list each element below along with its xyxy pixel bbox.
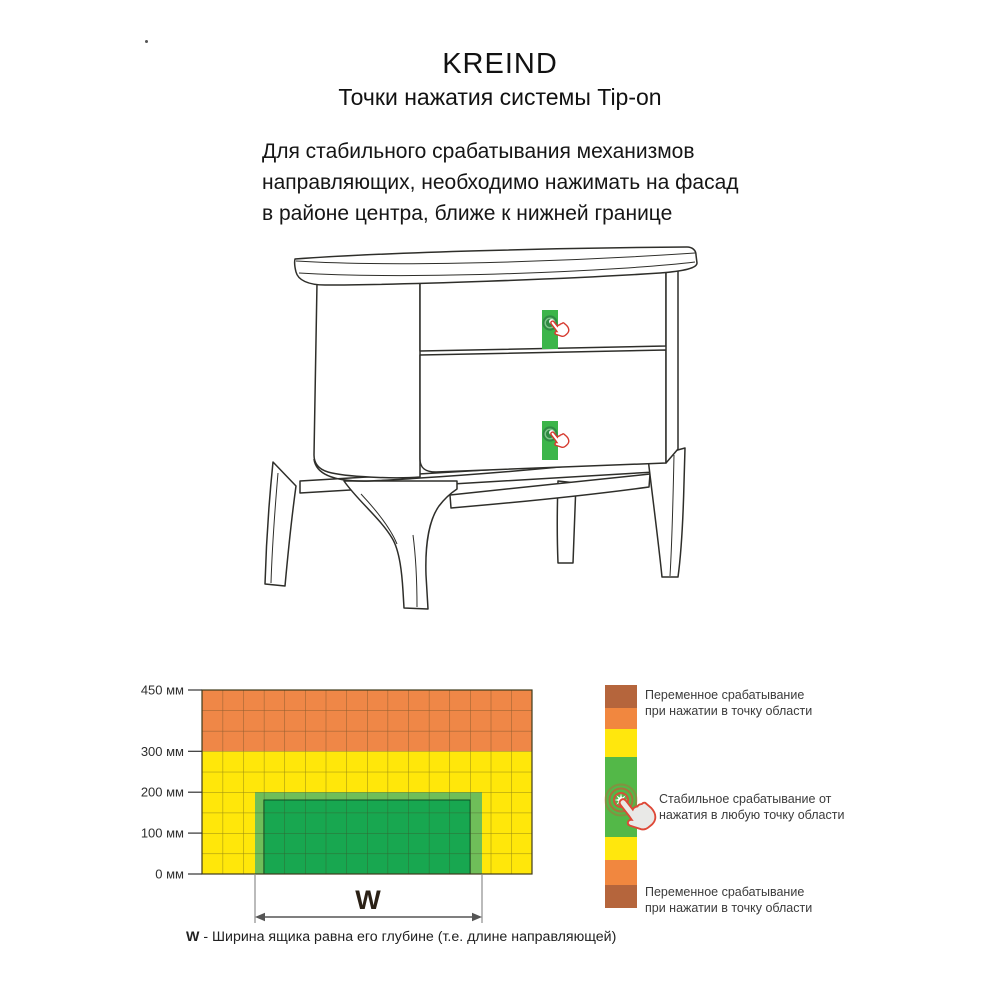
caption-text: - Ширина ящика равна его глубине (т.е. длине направляющей) [199,929,617,945]
intro-line: направляющих, необходимо нажимать на фасад [262,171,739,194]
legend-seg-orange-bottom [605,860,637,885]
stray-dot [145,40,148,43]
zone-grid [130,670,600,942]
legend-item-variable-top [645,687,812,719]
intro-line: в районе центра, ближе к нижней границе [262,202,673,225]
intro-paragraph [262,136,739,229]
legend-seg-brown-bottom [605,885,637,908]
legend-line: Переменное срабатывание [645,688,805,702]
legend-line: нажатия в любую точку области [659,808,845,822]
caption-w: W [186,929,200,945]
axis-label-450: 450 мм [140,682,184,698]
page-title: Точки нажатия системы Tip-on [338,84,662,110]
legend-line: Стабильное срабатывание от [659,792,832,806]
legend-line: при нажатии в точку области [645,704,813,718]
leg-back-left [265,462,296,586]
legend-line: Переменное срабатывание [645,885,805,899]
legend-line: при нажатии в точку области [645,901,813,915]
axis-label-300: 300 мм [140,743,184,759]
cabinet-drawing [240,243,710,633]
diagram-caption [186,929,616,945]
legend-seg-orange-top [605,708,637,729]
axis-label-200: 200 мм [140,784,184,800]
legend-tap-icon [593,768,685,854]
leg-front-right [648,448,685,577]
legend-item-variable-bottom [645,884,812,916]
axis-label-100: 100 мм [140,825,184,841]
legend-item-stable [659,791,844,823]
brand-title: KREIND [442,48,558,80]
width-label: W [355,885,381,915]
leg-front-left [344,481,457,609]
intro-line: Для стабильного срабатывания механизмов [262,140,695,163]
corner-post [666,269,678,463]
axis-label-0: 0 мм [155,866,184,882]
width-dimension [255,875,482,923]
side-panel [314,279,420,478]
press-zone-diagram [130,670,600,942]
legend-seg-yellow-top [605,729,637,757]
legend-seg-brown-top [605,685,637,708]
cabinet-illustration [240,243,710,633]
